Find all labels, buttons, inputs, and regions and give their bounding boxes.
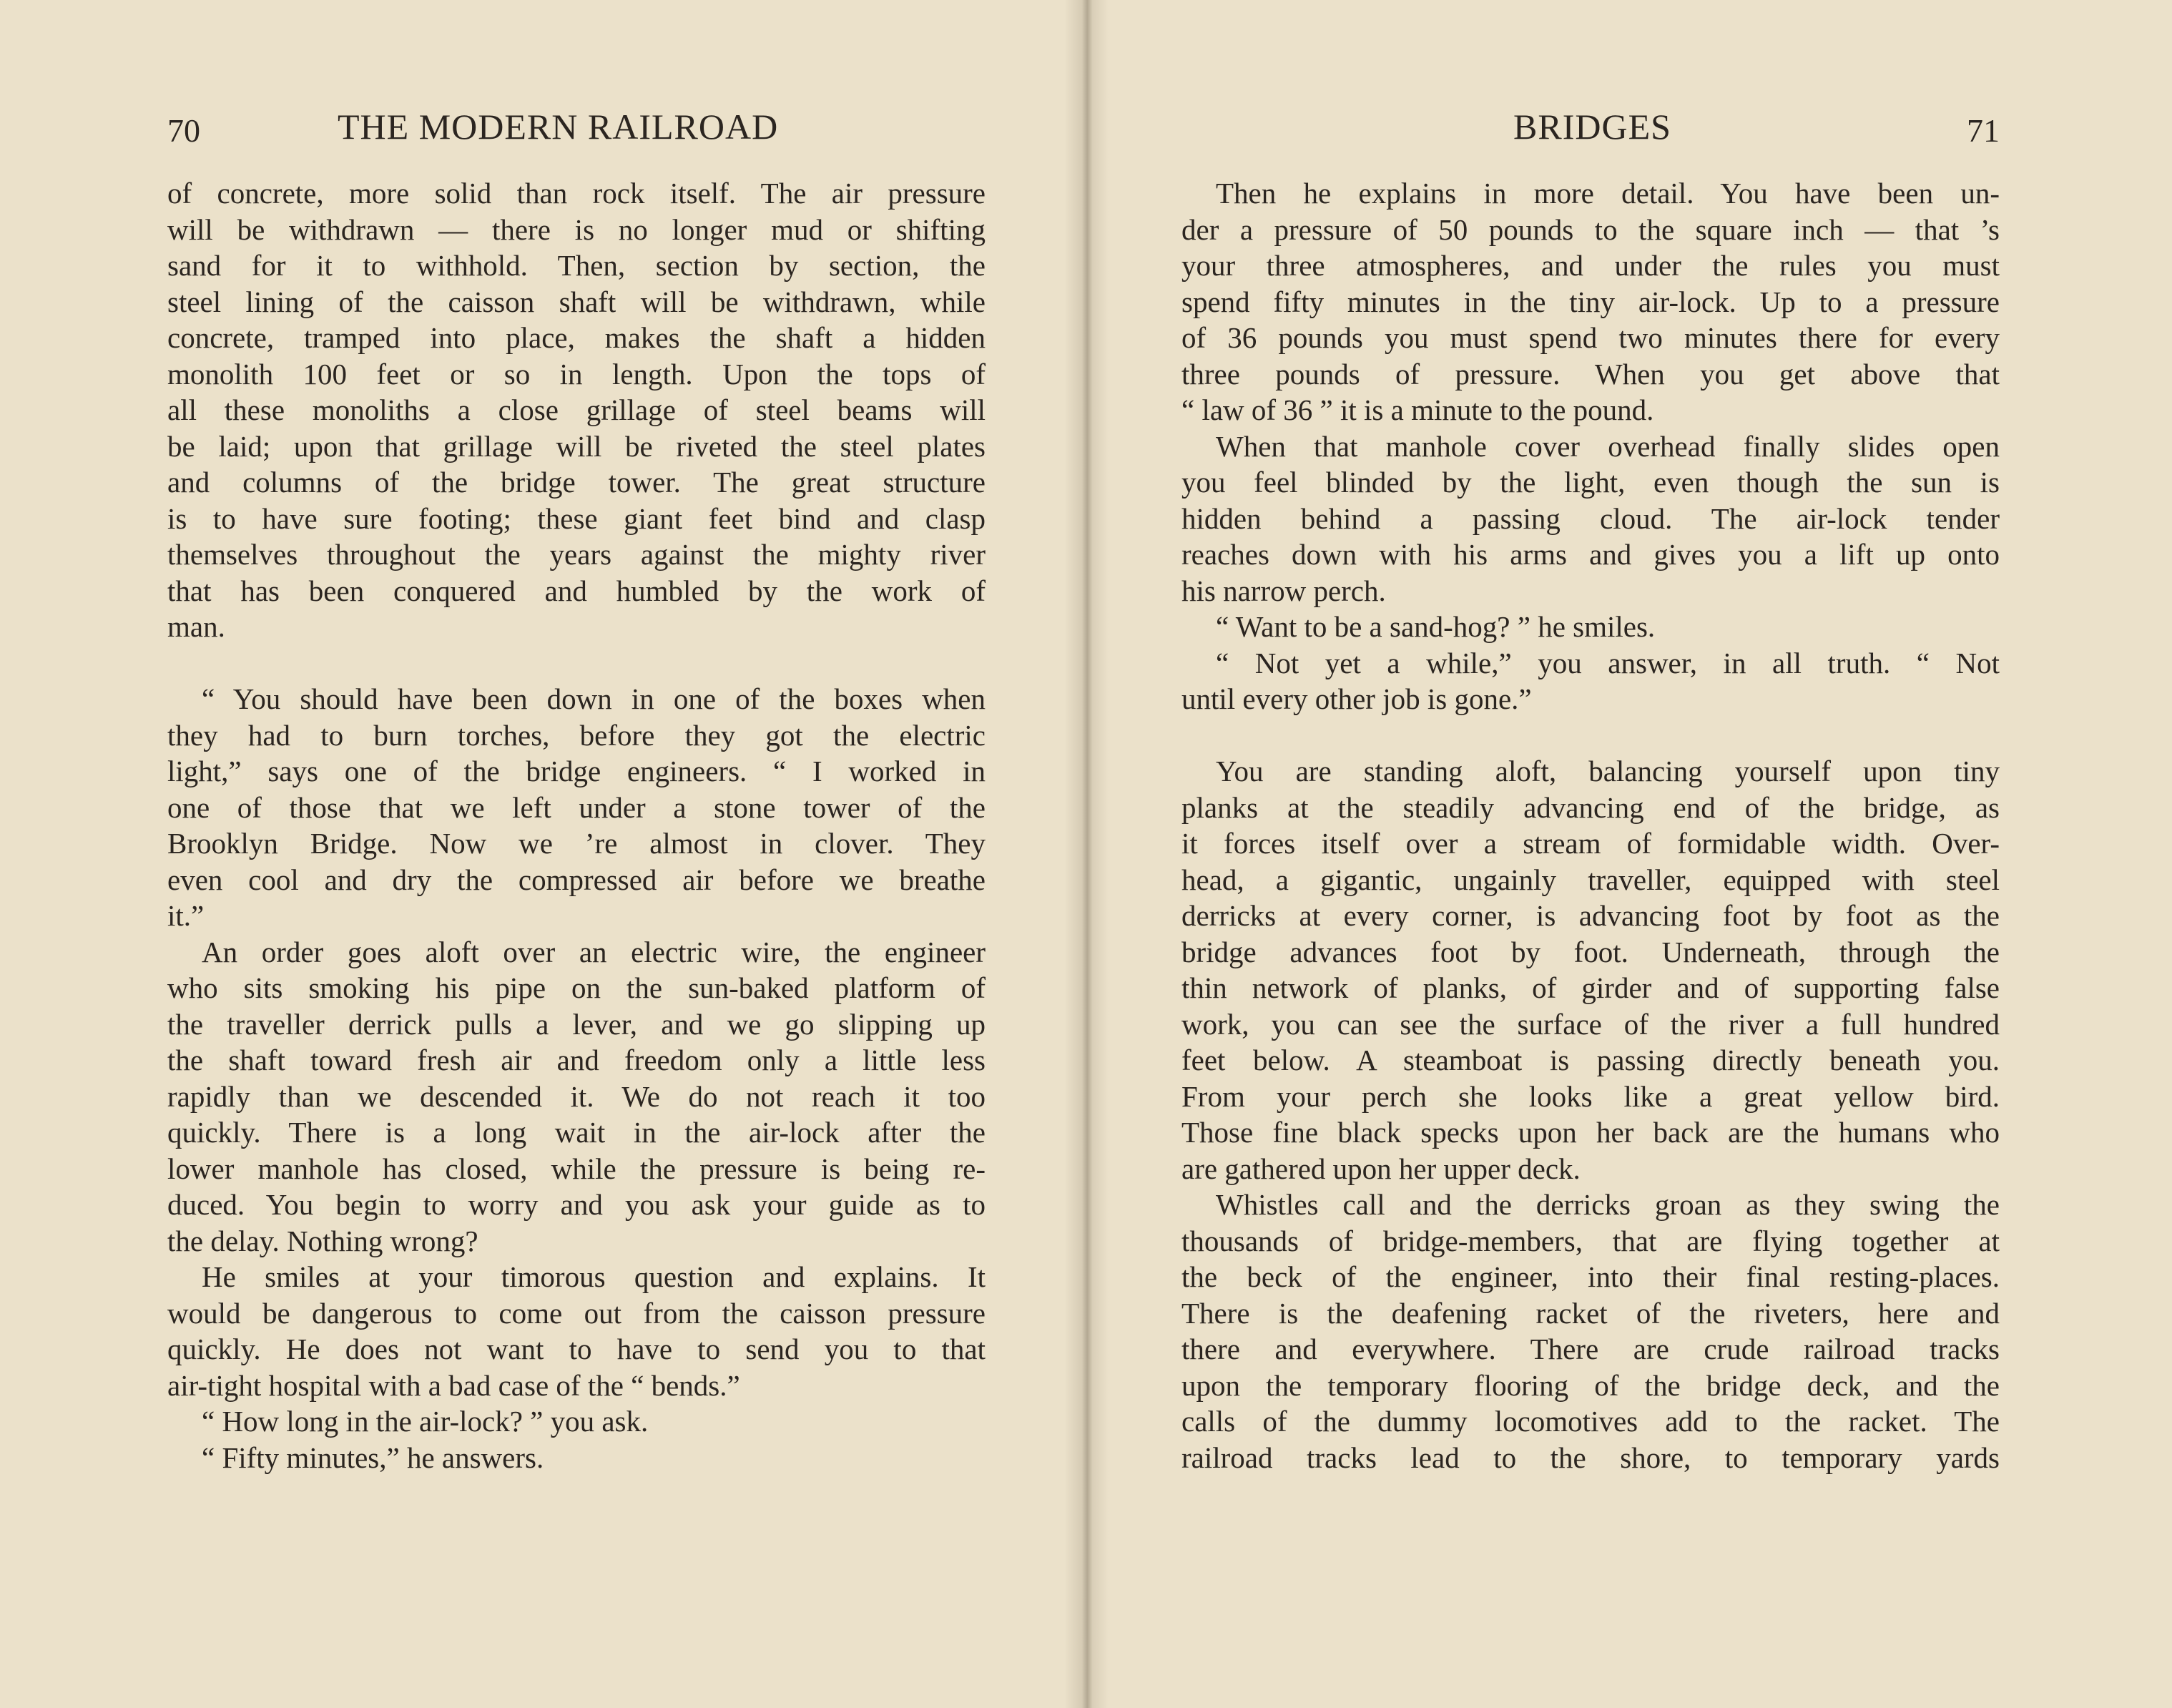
text-line: are gathered upon her upper deck. <box>1181 1152 1581 1185</box>
text-line: Whistles call and the derricks groan as they swing the <box>1216 1188 2000 1221</box>
text-line: An order goes aloft over an electric wire, the engineer <box>202 935 986 968</box>
text-line: spend fifty minutes in the tiny air-lock. Up to a pressure <box>1181 285 2000 318</box>
text-line: Then he explains in more detail. You have been un- <box>1216 177 2000 210</box>
section-break <box>1181 717 2000 754</box>
text-line: Brooklyn Bridge. Now we ’re almost in clover. They <box>167 827 986 860</box>
text-line: “ law of 36 ” it is a minute to the pound. <box>1181 393 1654 426</box>
text-line: you feel blinded by the light, even though the sun is <box>1181 466 2000 499</box>
text-line: thousands of bridge-members, that are flying together at <box>1181 1224 2000 1257</box>
text-line: that has been conquered and humbled by the work of <box>167 574 986 607</box>
text-line: bridge advances foot by foot. Underneath, through the <box>1181 935 2000 968</box>
text-line: the beck of the engineer, into their final resting-places. <box>1181 1260 2000 1293</box>
text-line: there and everywhere. There are crude railroad tracks <box>1181 1332 2000 1365</box>
text-line: You are standing aloft, balancing yourself upon tiny <box>1216 755 2000 787</box>
text-line: There is the deafening racket of the riveters, here and <box>1181 1296 2000 1330</box>
text-line: head, a gigantic, ungainly traveller, equipped with steel <box>1181 863 2000 896</box>
text-line: der a pressure of 50 pounds to the square inch — that ’s <box>1181 212 2000 246</box>
text-line: “ You should have been down in one of the boxes when <box>202 682 986 715</box>
text-line: who sits smoking his pipe on the sun-baked platform of <box>167 971 986 1004</box>
text-line: concrete, tramped into place, makes the shaft a hidden <box>167 321 986 354</box>
running-head: THE MODERN RAILROAD <box>338 107 779 147</box>
text-line: would be dangerous to come out from the caisson pressure <box>167 1296 986 1330</box>
text-line: sand for it to withhold. Then, section by section, the <box>167 249 986 282</box>
page-number: 71 <box>1967 112 2000 149</box>
text-line: his narrow perch. <box>1181 574 1386 607</box>
text-line: planks at the steadily advancing end of the bridge, as <box>1181 790 2000 824</box>
text-line: “ Want to be a sand-hog? ” he smiles. <box>1216 610 1656 643</box>
text-line: calls of the dummy locomotives add to the racket. The <box>1181 1405 2000 1438</box>
text-line: From your perch she looks like a great yellow bird. <box>1181 1079 2000 1113</box>
text-line: the traveller derrick pulls a lever, and we go slipping up <box>167 1007 986 1041</box>
text-line: of 36 pounds you must spend two minutes there for every <box>1181 321 2000 354</box>
text-line: quickly. He does not want to have to send you to that <box>167 1332 986 1365</box>
text-line: they had to burn torches, before they got the electric <box>167 718 986 752</box>
text-line: Those fine black specks upon her back are the humans who <box>1181 1116 2000 1149</box>
text-line: “ Fifty minutes,” he answers. <box>202 1440 544 1474</box>
body-text <box>167 175 986 1476</box>
text-line: “ How long in the air-lock? ” you ask. <box>202 1405 649 1438</box>
text-line: “ Not yet a while,” you answer, in all truth. “ Not <box>1216 646 2000 679</box>
text-line: all these monoliths a close grillage of steel beams will <box>167 393 986 426</box>
book-gutter <box>1064 0 1109 1708</box>
text-line: it.” <box>167 899 205 932</box>
text-line: it forces itself over a stream of formidable width. Over- <box>1181 827 2000 860</box>
text-line: the delay. Nothing wrong? <box>167 1224 478 1257</box>
text-line: rapidly than we descended it. We do not reach it too <box>167 1079 986 1113</box>
text-line: themselves throughout the years against the mighty river <box>167 538 986 571</box>
text-line: three pounds of pressure. When you get above that <box>1181 357 2000 391</box>
text-line: light,” says one of the bridge engineers. “ I worked in <box>167 755 986 787</box>
text-line: man. <box>167 610 225 643</box>
text-line: even cool and dry the compressed air before we breathe <box>167 863 986 896</box>
text-line: quickly. There is a long wait in the air-lock after the <box>167 1116 986 1149</box>
text-line: hidden behind a passing cloud. The air-lock tender <box>1181 501 2000 535</box>
text-line: When that manhole cover overhead finally slides open <box>1216 429 2000 463</box>
text-line: monolith 100 feet or so in length. Upon the tops of <box>167 357 986 391</box>
section-break <box>167 645 986 682</box>
text-line: railroad tracks lead to the shore, to temporary yards <box>1181 1440 2000 1474</box>
text-line: of concrete, more solid than rock itself. The air pressure <box>167 177 986 210</box>
text-line: He smiles at your timorous question and explains. It <box>202 1260 986 1293</box>
text-line: will be withdrawn — there is no longer mud or shifting <box>167 212 986 246</box>
text-line: duced. You begin to worry and you ask your guide as to <box>167 1188 986 1221</box>
text-line: lower manhole has closed, while the pressure is being re- <box>167 1152 986 1185</box>
text-line: be laid; upon that grillage will be riveted the steel plates <box>167 429 986 463</box>
text-line: reaches down with his arms and gives you a lift up onto <box>1181 538 2000 571</box>
text-line: feet below. A steamboat is passing directly beneath you. <box>1181 1044 2000 1076</box>
text-line: and columns of the bridge tower. The great structure <box>167 466 986 499</box>
page-number: 70 <box>167 112 200 149</box>
text-line: until every other job is gone.” <box>1181 682 1532 715</box>
text-line: the shaft toward fresh air and freedom only a little less <box>167 1044 986 1076</box>
text-line: is to have sure footing; these giant feet bind and clasp <box>167 501 986 535</box>
text-line: one of those that we left under a stone tower of the <box>167 790 986 824</box>
right-page <box>1086 0 2172 1708</box>
text-line: steel lining of the caisson shaft will be withdrawn, while <box>167 285 986 318</box>
text-line: work, you can see the surface of the river a full hundred <box>1181 1007 2000 1041</box>
text-line: thin network of planks, of girder and of supporting false <box>1181 971 2000 1004</box>
text-line: air-tight hospital with a bad case of the “ bends.” <box>167 1368 740 1402</box>
running-head: BRIDGES <box>1513 107 1671 147</box>
body-text <box>1181 175 2000 1476</box>
text-line: derricks at every corner, is advancing foot by foot as the <box>1181 899 2000 932</box>
text-line: your three atmospheres, and under the rules you must <box>1181 249 2000 282</box>
text-line: upon the temporary flooring of the bridge deck, and the <box>1181 1368 2000 1402</box>
